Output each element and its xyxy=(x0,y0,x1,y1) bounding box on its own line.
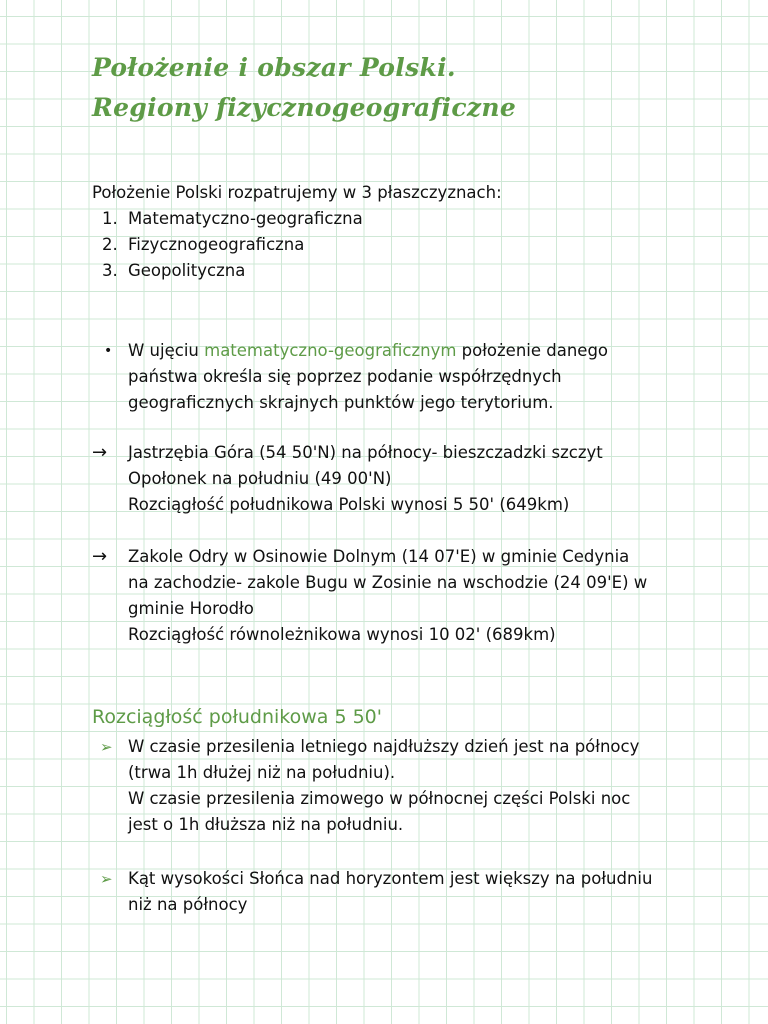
chevron-text xyxy=(128,734,639,838)
list-item xyxy=(102,232,363,258)
arrow-line: gminie Horodło xyxy=(128,599,254,618)
list-number: 2. xyxy=(102,235,118,254)
bullet-line-1 xyxy=(128,338,608,364)
arrow-line: na zachodzie- zakole Bugu w Zosinie na wschodzie (24 09'E) w xyxy=(128,573,648,592)
arrow-line: Opołonek na południu (49 00'N) xyxy=(128,469,392,488)
list-item xyxy=(102,206,363,232)
list-text: Geopolityczna xyxy=(128,261,246,280)
page-title xyxy=(92,48,516,128)
list-number: 1. xyxy=(102,209,118,228)
right-arrow-icon: → xyxy=(92,546,108,567)
bullet-line-2: państwa określa się poprzez podanie współrzędnych xyxy=(128,367,562,386)
list-number: 3. xyxy=(102,261,118,280)
arrow-paragraph-latitude xyxy=(92,440,603,518)
numbered-list xyxy=(102,206,363,284)
bullet-prefix: W ujęciu xyxy=(128,341,205,360)
bullet-highlight: matematyczno-geograficznym xyxy=(204,341,457,360)
chevron-paragraph-daylength xyxy=(100,734,639,838)
section-heading: Rozciągłość południkowa 5 50' xyxy=(92,706,382,728)
bullet-text xyxy=(128,338,608,416)
arrow-line: Jastrzębia Góra (54 50'N) na północy- bieszczadzki szczyt xyxy=(128,443,603,462)
chevron-paragraph-sun-angle xyxy=(100,866,652,918)
list-text: Matematyczno-geograficzna xyxy=(128,209,363,228)
chevron-line: niż na północy xyxy=(128,895,248,914)
bullet-dot-icon: • xyxy=(104,343,113,359)
chevron-line: W czasie przesilenia letniego najdłuższy dzień jest na północy xyxy=(128,737,640,756)
arrow-line: Zakole Odry w Osinowie Dolnym (14 07'E) w gminie Cedynia xyxy=(128,547,630,566)
bullet-paragraph xyxy=(104,338,608,416)
intro-text: Położenie Polski rozpatrujemy w 3 płaszczyznach: xyxy=(92,183,502,202)
arrow-line: Rozciągłość równoleżnikowa wynosi 10 02' (689km) xyxy=(128,625,556,644)
chevron-line: Kąt wysokości Słońca nad horyzontem jest większy na południu xyxy=(128,869,653,888)
chevron-line: W czasie przesilenia zimowego w północnej części Polski noc xyxy=(128,789,631,808)
right-arrow-icon: → xyxy=(92,442,108,463)
chevron-arrow-icon: ➢ xyxy=(100,738,113,756)
chevron-line: (trwa 1h dłużej niż na południu). xyxy=(128,763,396,782)
title-line-1: Położenie i obszar Polski. xyxy=(92,53,456,82)
list-item xyxy=(102,258,363,284)
chevron-arrow-icon: ➢ xyxy=(100,870,113,888)
bullet-suffix: położenie danego xyxy=(456,341,609,360)
arrow-line: Rozciągłość południkowa Polski wynosi 5 50' (649km) xyxy=(128,495,570,514)
chevron-text xyxy=(128,866,652,918)
arrow-text xyxy=(128,440,603,518)
title-line-2: Regiony fizycznogeograficzne xyxy=(92,93,517,122)
arrow-paragraph-longitude xyxy=(92,544,647,648)
arrow-text xyxy=(128,544,647,648)
chevron-line: jest o 1h dłuższa niż na południu. xyxy=(128,815,404,834)
list-text: Fizycznogeograficzna xyxy=(128,235,305,254)
bullet-line-3: geograficznych skrajnych punktów jego terytorium. xyxy=(128,393,554,412)
